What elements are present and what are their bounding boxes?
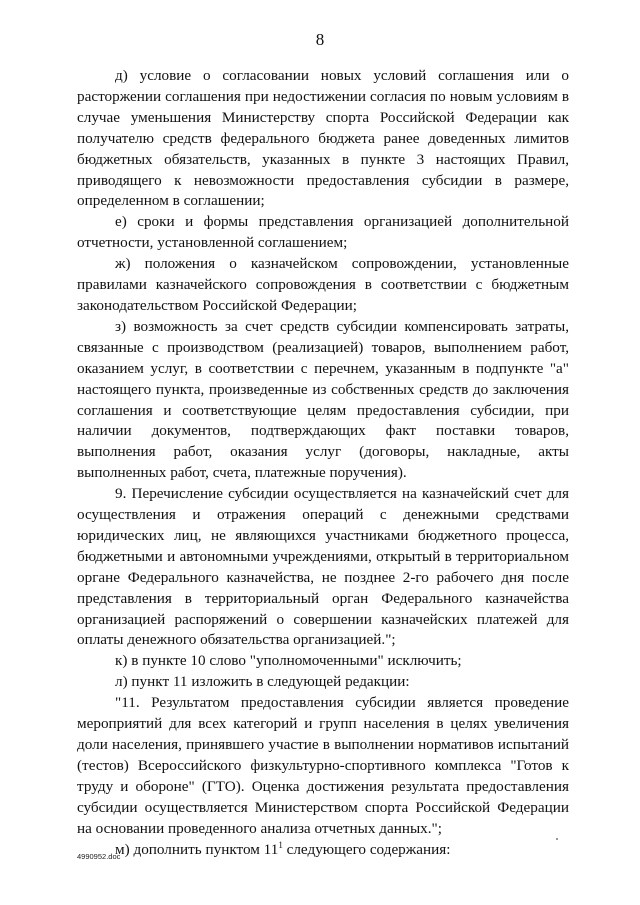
footer-document-code: 4990952.doc [77, 852, 121, 861]
scan-speck [556, 838, 558, 840]
paragraph-m-text-end: следующего содержания: [282, 840, 451, 858]
paragraph-11: "11. Результатом предоставления субсидии является проведение мероприятий для всех категорий и групп населения в целях увеличения доли населения, принявшего участие в выполнении нормативов испытаний (тестов) Всероссийского физкультурно-спортивного комплекса "Готов к труду и обороне" (ГТО). Оценка достижения результата предоставления субсидии осуществляется Министерством спорта Российской Федерации на основании проведенного анализа отчетных данных."; [77, 694, 569, 837]
page-number: 8 [315, 30, 325, 49]
paragraph-z: з) возможность за счет средств субсидии компенсировать затраты, связанные с производством (реализацией) товаров, выполнением работ, оказанием услуг, в соответствии с перечнем, указанным в подпункте "а" настоящего пункта, произведенные из собственных средств до заключения соглашения и соответствующие целям предоставления субсидии, при наличии документов, подтверждающих факт поставки товаров, выполнения работ, оказания услуг (договоры, накладные, акты выполненных работ, счета, платежные поручения). [77, 317, 569, 482]
paragraph-zh: ж) положения о казначейском сопровождении, установленные правилами казначейского сопровождения в соответствии с бюджетным законодательством Российской Федерации; [77, 255, 569, 314]
paragraph-k: к) в пункте 10 слово "уполномоченными" исключить; [115, 652, 462, 670]
paragraph-l: л) пункт 11 изложить в следующей редакции: [115, 673, 410, 691]
paragraph-m [77, 840, 569, 861]
paragraph-e: е) сроки и формы представления организацией дополнительной отчетности, установленной соглашением; [77, 213, 569, 252]
paragraph-m-text: м) дополнить пунктом 11 [115, 840, 279, 858]
document-body [77, 66, 569, 860]
paragraph-m-superscript: 1 [278, 839, 283, 850]
paragraph-d: д) условие о согласовании новых условий соглашения или о расторжении соглашения при недостижении согласия по новым условиям в случае уменьшения Министерству спорта Российской Федерации как получателю средств федерального бюджета ранее доведенных лимитов бюджетных обязательств, указанных в пункте 3 настоящих Правил, приводящего к невозможности предоставления субсидии в размере, определенном в соглашении; [77, 67, 569, 210]
paragraph-9: 9. Перечисление субсидии осуществляется на казначейский счет для осуществления и отражения операций с денежными средствами юридических лиц, не являющихся участниками бюджетного процесса, бюджетными и автономными учреждениями, открытый в территориальном органе Федерального казначейства, не позднее 2-го рабочего дня после представления в территориальный орган Федерального казначейства организацией распоряжений о совершении казначейских платежей для оплаты денежного обязательства организацией."; [77, 485, 569, 649]
